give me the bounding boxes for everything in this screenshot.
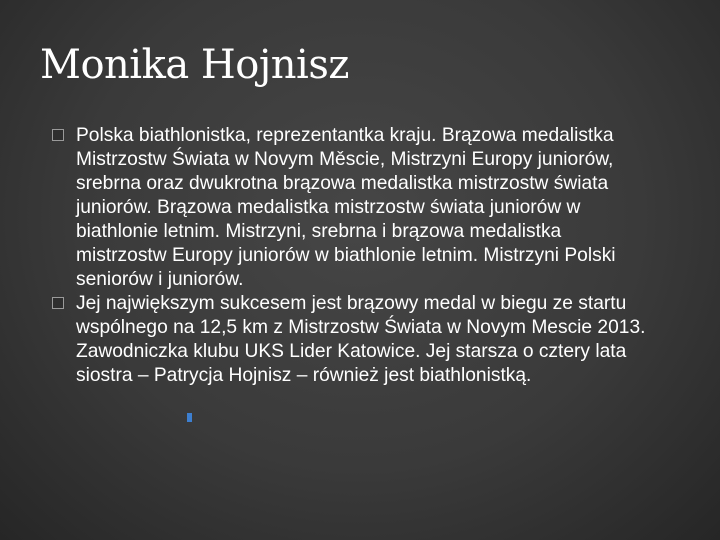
bullet-text: Jej największym sukcesem jest brązowy medal w biegu ze startu wspólnego na 12,5 km z Mistrzostw Świata w Novym Mescie 2013. Zawodniczka klubu UKS Lider Katowice. Jej starsza o cztery lata siostra – Patrycja Hojnisz – również jest biathlonistką.	[76, 293, 646, 386]
bullet-list	[52, 124, 652, 388]
slide-title: Monika Hojnisz	[40, 42, 349, 88]
bullet-text: Polska biathlonistka, reprezentantka kraju. Brązowa medalistka Mistrzostw Świata w Novym Měscie, Mistrzyni Europy juniorów, srebrna oraz dwukrotna brązowa medalistka mistrzostw świata juniorów. Brązowa medalistka mistrzostw świata juniorów w biathlonie letnim. Mistrzyni, srebrna i brązowa medalistka mistrzostw Europy juniorów w biathlonie letnim. Mistrzyni Polski seniorów i juniorów.	[76, 125, 616, 290]
bullet-item	[52, 124, 652, 292]
bullet-item	[52, 292, 652, 388]
square-bullet-icon	[52, 129, 64, 141]
accent-marker	[187, 413, 192, 422]
square-bullet-icon	[52, 297, 64, 309]
